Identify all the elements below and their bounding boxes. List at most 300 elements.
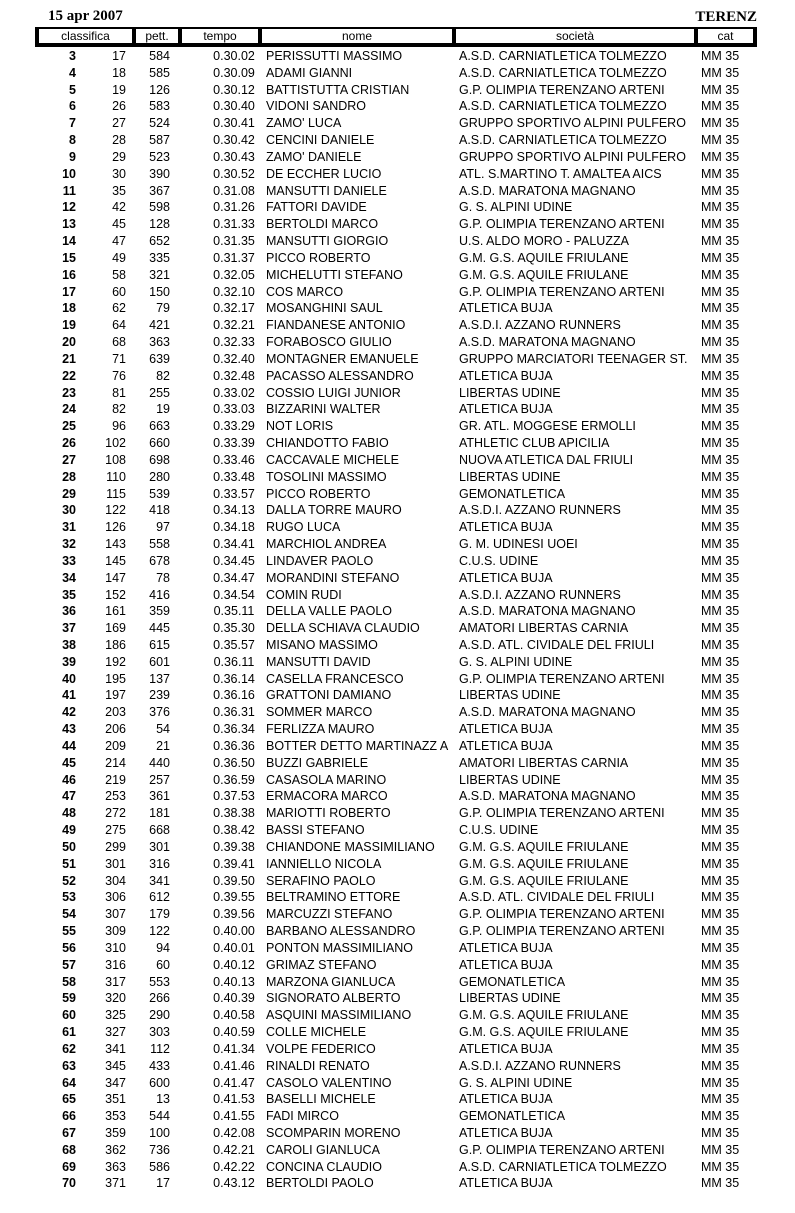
- table-row: [0, 889, 795, 906]
- table-row: [0, 351, 795, 368]
- name-cell: MARIOTTI ROBERTO: [266, 806, 391, 821]
- bib-cell: 321: [149, 267, 170, 282]
- name-cell: PICCO ROBERTO: [266, 250, 371, 265]
- bib-cell: 376: [149, 705, 170, 720]
- bib-cell: 341: [149, 873, 170, 888]
- category-cell: MM 35: [701, 856, 740, 871]
- overall-position-cell: 76: [112, 368, 126, 383]
- name-cell: ZAMO' DANIELE: [266, 149, 362, 164]
- table-row: [0, 990, 795, 1007]
- time-cell: 0.34.45: [213, 553, 255, 568]
- time-cell: 0.30.40: [213, 99, 255, 114]
- category-cell: MM 35: [701, 1142, 740, 1157]
- time-cell: 0.32.21: [213, 318, 255, 333]
- category-cell: MM 35: [701, 974, 740, 989]
- team-cell: G.P. OLIMPIA TERENZANO ARTENI: [459, 924, 665, 939]
- col-header-cat: cat: [698, 29, 753, 43]
- time-cell: 0.31.33: [213, 217, 255, 232]
- category-cell: MM 35: [701, 924, 740, 939]
- overall-position-cell: 341: [105, 1041, 126, 1056]
- time-cell: 0.30.12: [213, 82, 255, 97]
- rank-cell: 24: [62, 402, 76, 417]
- time-cell: 0.30.09: [213, 65, 255, 80]
- time-cell: 0.40.12: [213, 957, 255, 972]
- time-cell: 0.31.08: [213, 183, 255, 198]
- team-cell: A.S.D. ATL. CIVIDALE DEL FRIULI: [459, 890, 655, 905]
- time-cell: 0.36.36: [213, 738, 255, 753]
- overall-position-cell: 192: [105, 654, 126, 669]
- category-cell: MM 35: [701, 621, 740, 636]
- category-cell: MM 35: [701, 940, 740, 955]
- rank-cell: 55: [62, 924, 76, 939]
- bib-cell: 257: [149, 772, 170, 787]
- overall-position-cell: 347: [105, 1075, 126, 1090]
- category-cell: MM 35: [701, 267, 740, 282]
- team-cell: LIBERTAS UDINE: [459, 991, 561, 1006]
- bib-cell: 266: [149, 991, 170, 1006]
- name-cell: DELLA VALLE PAOLO: [266, 604, 392, 619]
- overall-position-cell: 310: [105, 940, 126, 955]
- overall-position-cell: 362: [105, 1142, 126, 1157]
- name-cell: MORANDINI STEFANO: [266, 570, 400, 585]
- table-row: [0, 1159, 795, 1176]
- category-cell: MM 35: [701, 1025, 740, 1040]
- team-cell: GRUPPO MARCIATORI TEENAGER ST.: [459, 351, 688, 366]
- team-cell: A.S.D.I. AZZANO RUNNERS: [459, 587, 621, 602]
- rank-cell: 38: [62, 637, 76, 652]
- category-cell: MM 35: [701, 671, 740, 686]
- name-cell: BIZZARINI WALTER: [266, 402, 381, 417]
- col-header-pettorale: pett.: [136, 29, 178, 43]
- team-cell: A.S.D. ATL. CIVIDALE DEL FRIULI: [459, 637, 655, 652]
- overall-position-cell: 209: [105, 738, 126, 753]
- overall-position-cell: 81: [112, 385, 126, 400]
- rank-cell: 61: [62, 1025, 76, 1040]
- category-cell: MM 35: [701, 318, 740, 333]
- table-row: [0, 183, 795, 200]
- bib-cell: 663: [149, 419, 170, 434]
- time-cell: 0.32.40: [213, 351, 255, 366]
- category-cell: MM 35: [701, 503, 740, 518]
- overall-position-cell: 306: [105, 890, 126, 905]
- rank-cell: 15: [62, 250, 76, 265]
- time-cell: 0.36.16: [213, 688, 255, 703]
- col-header-societa: società: [456, 29, 694, 43]
- team-cell: G. S. ALPINI UDINE: [459, 200, 573, 215]
- rank-cell: 16: [62, 267, 76, 282]
- time-cell: 0.39.56: [213, 907, 255, 922]
- bib-cell: 418: [149, 503, 170, 518]
- name-cell: FERLIZZA MAURO: [266, 722, 375, 737]
- category-cell: MM 35: [701, 604, 740, 619]
- rank-cell: 3: [69, 49, 76, 63]
- table-row: [0, 755, 795, 772]
- name-cell: CENCINI DANIELE: [266, 133, 375, 148]
- category-cell: MM 35: [701, 873, 740, 888]
- table-row: [0, 401, 795, 418]
- table-row: [0, 654, 795, 671]
- table-row: [0, 502, 795, 519]
- time-cell: 0.30.41: [213, 116, 255, 131]
- table-row: [0, 385, 795, 402]
- team-cell: GR. ATL. MOGGESE ERMOLLI: [459, 419, 636, 434]
- team-cell: LIBERTAS UDINE: [459, 385, 561, 400]
- time-cell: 0.36.14: [213, 671, 255, 686]
- table-row: [0, 856, 795, 873]
- category-cell: MM 35: [701, 839, 740, 854]
- bib-cell: 524: [149, 116, 170, 131]
- name-cell: FATTORI DAVIDE: [266, 200, 367, 215]
- bib-cell: 60: [156, 957, 170, 972]
- bib-cell: 13: [156, 1092, 170, 1107]
- overall-position-cell: 214: [105, 755, 126, 770]
- team-cell: ATLETICA BUJA: [459, 1041, 553, 1056]
- team-cell: G.P. OLIMPIA TERENZANO ARTENI: [459, 1142, 665, 1157]
- bib-cell: 615: [149, 637, 170, 652]
- table-row: [0, 418, 795, 435]
- team-cell: LIBERTAS UDINE: [459, 469, 561, 484]
- name-cell: DELLA SCHIAVA CLAUDIO: [266, 621, 420, 636]
- category-cell: MM 35: [701, 991, 740, 1006]
- category-cell: MM 35: [701, 82, 740, 97]
- rank-cell: 56: [62, 940, 76, 955]
- table-row: [0, 82, 795, 99]
- overall-position-cell: 320: [105, 991, 126, 1006]
- name-cell: COMIN RUDI: [266, 587, 342, 602]
- bib-cell: 678: [149, 553, 170, 568]
- rank-cell: 49: [62, 823, 76, 838]
- overall-position-cell: 49: [112, 250, 126, 265]
- rank-cell: 11: [62, 183, 76, 198]
- time-cell: 0.33.29: [213, 419, 255, 434]
- team-cell: GRUPPO SPORTIVO ALPINI PULFERO: [459, 149, 686, 164]
- rank-cell: 48: [62, 806, 76, 821]
- team-cell: A.S.D.I. AZZANO RUNNERS: [459, 503, 621, 518]
- name-cell: MONTAGNER EMANUELE: [266, 351, 419, 366]
- bib-cell: 445: [149, 621, 170, 636]
- rank-cell: 30: [62, 503, 76, 518]
- rank-cell: 14: [62, 234, 76, 249]
- team-cell: C.U.S. UDINE: [459, 553, 539, 568]
- bib-cell: 544: [149, 1109, 170, 1124]
- table-row: [0, 435, 795, 452]
- bib-cell: 668: [149, 823, 170, 838]
- time-cell: 0.41.46: [213, 1058, 255, 1073]
- category-cell: MM 35: [701, 1176, 740, 1191]
- table-row: [0, 334, 795, 351]
- table-row: [0, 923, 795, 940]
- category-cell: MM 35: [701, 722, 740, 737]
- overall-position-cell: 147: [105, 570, 126, 585]
- category-cell: MM 35: [701, 1008, 740, 1023]
- overall-position-cell: 96: [112, 419, 126, 434]
- name-cell: CASASOLA MARINO: [266, 772, 387, 787]
- category-cell: MM 35: [701, 166, 740, 181]
- category-cell: MM 35: [701, 1075, 740, 1090]
- time-cell: 0.34.47: [213, 570, 255, 585]
- overall-position-cell: 345: [105, 1058, 126, 1073]
- table-row: [0, 48, 795, 65]
- table-row: [0, 149, 795, 166]
- rank-cell: 44: [62, 738, 76, 753]
- name-cell: MANSUTTI DAVID: [266, 654, 371, 669]
- rank-cell: 41: [62, 688, 76, 703]
- category-cell: MM 35: [701, 705, 740, 720]
- rank-cell: 47: [62, 789, 76, 804]
- team-cell: A.S.D. CARNIATLETICA TOLMEZZO: [459, 65, 667, 80]
- rank-cell: 69: [62, 1159, 76, 1174]
- category-cell: MM 35: [701, 738, 740, 753]
- team-cell: A.S.D.I. AZZANO RUNNERS: [459, 1058, 621, 1073]
- time-cell: 0.30.52: [213, 166, 255, 181]
- team-cell: G.M. G.S. AQUILE FRIULANE: [459, 873, 629, 888]
- bib-cell: 301: [149, 839, 170, 854]
- name-cell: CONCINA CLAUDIO: [266, 1159, 382, 1174]
- overall-position-cell: 203: [105, 705, 126, 720]
- overall-position-cell: 145: [105, 553, 126, 568]
- time-cell: 0.32.48: [213, 368, 255, 383]
- overall-position-cell: 325: [105, 1008, 126, 1023]
- overall-position-cell: 28: [112, 133, 126, 148]
- time-cell: 0.41.34: [213, 1041, 255, 1056]
- time-cell: 0.30.02: [213, 49, 255, 63]
- time-cell: 0.33.02: [213, 385, 255, 400]
- team-cell: A.S.D. MARATONA MAGNANO: [459, 789, 636, 804]
- team-cell: A.S.D. CARNIATLETICA TOLMEZZO: [459, 1159, 667, 1174]
- name-cell: FORABOSCO GIULIO: [266, 335, 392, 350]
- category-cell: MM 35: [701, 823, 740, 838]
- rank-cell: 31: [62, 520, 76, 535]
- team-cell: ATHLETIC CLUB APICILIA: [459, 436, 610, 451]
- overall-position-cell: 152: [105, 587, 126, 602]
- category-cell: MM 35: [701, 957, 740, 972]
- time-cell: 0.41.55: [213, 1109, 255, 1124]
- table-row: [0, 1007, 795, 1024]
- team-cell: AMATORI LIBERTAS CARNIA: [459, 755, 629, 770]
- table-row: [0, 805, 795, 822]
- name-cell: NOT LORIS: [266, 419, 334, 434]
- category-cell: MM 35: [701, 907, 740, 922]
- bib-cell: 598: [149, 200, 170, 215]
- bib-cell: 433: [149, 1058, 170, 1073]
- bib-cell: 17: [156, 1176, 170, 1191]
- rank-cell: 23: [62, 385, 76, 400]
- rank-cell: 45: [62, 755, 76, 770]
- name-cell: ASQUINI MASSIMILIANO: [266, 1008, 412, 1023]
- bib-cell: 584: [149, 49, 170, 63]
- time-cell: 0.40.00: [213, 924, 255, 939]
- category-cell: MM 35: [701, 1126, 740, 1140]
- bib-cell: 78: [156, 570, 170, 585]
- table-row: [0, 536, 795, 553]
- bib-cell: 600: [149, 1075, 170, 1090]
- name-cell: SERAFINO PAOLO: [266, 873, 376, 888]
- bib-cell: 100: [149, 1126, 170, 1140]
- category-cell: MM 35: [701, 149, 740, 164]
- bib-cell: 558: [149, 537, 170, 552]
- overall-position-cell: 27: [112, 116, 126, 131]
- name-cell: RINALDI RENATO: [266, 1058, 370, 1073]
- time-cell: 0.31.37: [213, 250, 255, 265]
- rank-cell: 43: [62, 722, 76, 737]
- table-row: [0, 940, 795, 957]
- category-cell: MM 35: [701, 335, 740, 350]
- rank-cell: 18: [62, 301, 76, 316]
- bib-cell: 181: [149, 806, 170, 821]
- overall-position-cell: 42: [112, 200, 126, 215]
- bib-cell: 421: [149, 318, 170, 333]
- name-cell: SOMMER MARCO: [266, 705, 373, 720]
- rank-cell: 40: [62, 671, 76, 686]
- team-cell: ATLETICA BUJA: [459, 1176, 553, 1191]
- time-cell: 0.37.53: [213, 789, 255, 804]
- overall-position-cell: 64: [112, 318, 126, 333]
- table-row: [0, 452, 795, 469]
- team-cell: ATLETICA BUJA: [459, 940, 553, 955]
- category-cell: MM 35: [701, 65, 740, 80]
- team-cell: ATLETICA BUJA: [459, 722, 553, 737]
- category-cell: MM 35: [701, 234, 740, 249]
- overall-position-cell: 19: [112, 82, 126, 97]
- team-cell: G.M. G.S. AQUILE FRIULANE: [459, 839, 629, 854]
- overall-position-cell: 316: [105, 957, 126, 972]
- overall-position-cell: 68: [112, 335, 126, 350]
- category-cell: MM 35: [701, 116, 740, 131]
- team-cell: G.M. G.S. AQUILE FRIULANE: [459, 1025, 629, 1040]
- bib-cell: 128: [149, 217, 170, 232]
- time-cell: 0.43.12: [213, 1176, 255, 1191]
- time-cell: 0.39.38: [213, 839, 255, 854]
- bib-cell: 660: [149, 436, 170, 451]
- name-cell: COSSIO LUIGI JUNIOR: [266, 385, 401, 400]
- time-cell: 0.33.03: [213, 402, 255, 417]
- category-cell: MM 35: [701, 1092, 740, 1107]
- rank-cell: 5: [69, 82, 76, 97]
- time-cell: 0.34.13: [213, 503, 255, 518]
- name-cell: COS MARCO: [266, 284, 344, 299]
- table-row: [0, 687, 795, 704]
- table-row: [0, 974, 795, 991]
- category-cell: MM 35: [701, 1041, 740, 1056]
- category-cell: MM 35: [701, 351, 740, 366]
- rank-cell: 10: [62, 166, 76, 181]
- bib-cell: 539: [149, 486, 170, 501]
- table-row: [0, 519, 795, 536]
- overall-position-cell: 363: [105, 1159, 126, 1174]
- rank-cell: 27: [62, 452, 76, 467]
- time-cell: 0.39.50: [213, 873, 255, 888]
- overall-position-cell: 161: [105, 604, 126, 619]
- bib-cell: 612: [149, 890, 170, 905]
- col-header-tempo: tempo: [182, 29, 258, 43]
- table-row: [0, 132, 795, 149]
- time-cell: 0.32.05: [213, 267, 255, 282]
- name-cell: MANSUTTI DANIELE: [266, 183, 387, 198]
- overall-position-cell: 304: [105, 873, 126, 888]
- team-cell: AMATORI LIBERTAS CARNIA: [459, 621, 629, 636]
- team-cell: U.S. ALDO MORO - PALUZZA: [459, 234, 629, 249]
- bib-cell: 150: [149, 284, 170, 299]
- rank-cell: 7: [69, 116, 76, 131]
- table-row: [0, 1024, 795, 1041]
- bib-cell: 316: [149, 856, 170, 871]
- name-cell: CASELLA FRANCESCO: [266, 671, 404, 686]
- bib-cell: 290: [149, 1008, 170, 1023]
- rank-cell: 4: [69, 65, 76, 80]
- rank-cell: 25: [62, 419, 76, 434]
- category-cell: MM 35: [701, 217, 740, 232]
- table-row: [0, 368, 795, 385]
- name-cell: PACASSO ALESSANDRO: [266, 368, 414, 383]
- overall-position-cell: 309: [105, 924, 126, 939]
- table-row: [0, 603, 795, 620]
- name-cell: BASELLI MICHELE: [266, 1092, 376, 1107]
- time-cell: 0.40.01: [213, 940, 255, 955]
- bib-cell: 94: [156, 940, 170, 955]
- overall-position-cell: 26: [112, 99, 126, 114]
- bib-cell: 82: [156, 368, 170, 383]
- team-cell: C.U.S. UDINE: [459, 823, 539, 838]
- table-row: [0, 822, 795, 839]
- team-cell: G.M. G.S. AQUILE FRIULANE: [459, 250, 629, 265]
- category-cell: MM 35: [701, 637, 740, 652]
- team-cell: G.M. G.S. AQUILE FRIULANE: [459, 1008, 629, 1023]
- overall-position-cell: 30: [112, 166, 126, 181]
- rank-cell: 70: [62, 1176, 76, 1191]
- table-row: [0, 570, 795, 587]
- col-header-classifica: classifica: [39, 29, 132, 43]
- rank-cell: 19: [62, 318, 76, 333]
- time-cell: 0.40.59: [213, 1025, 255, 1040]
- rank-cell: 52: [62, 873, 76, 888]
- table-row: [0, 166, 795, 183]
- rank-cell: 17: [62, 284, 76, 299]
- name-cell: TOSOLINI MASSIMO: [266, 469, 387, 484]
- name-cell: SCOMPARIN MORENO: [266, 1126, 401, 1140]
- team-cell: GRUPPO SPORTIVO ALPINI PULFERO: [459, 116, 686, 131]
- team-cell: G. S. ALPINI UDINE: [459, 1075, 573, 1090]
- overall-position-cell: 371: [105, 1176, 126, 1191]
- name-cell: RUGO LUCA: [266, 520, 341, 535]
- time-cell: 0.31.35: [213, 234, 255, 249]
- table-row: [0, 250, 795, 267]
- name-cell: VOLPE FEDERICO: [266, 1041, 376, 1056]
- category-cell: MM 35: [701, 183, 740, 198]
- overall-position-cell: 58: [112, 267, 126, 282]
- name-cell: CHIANDOTTO FABIO: [266, 436, 389, 451]
- category-cell: MM 35: [701, 520, 740, 535]
- time-cell: 0.33.57: [213, 486, 255, 501]
- table-row: [0, 637, 795, 654]
- overall-position-cell: 206: [105, 722, 126, 737]
- time-cell: 0.42.22: [213, 1159, 255, 1174]
- rank-cell: 21: [62, 351, 76, 366]
- table-row: [0, 267, 795, 284]
- bib-cell: 179: [149, 907, 170, 922]
- name-cell: GRIMAZ STEFANO: [266, 957, 377, 972]
- rank-cell: 36: [62, 604, 76, 619]
- name-cell: PICCO ROBERTO: [266, 486, 371, 501]
- table-row: [0, 216, 795, 233]
- time-cell: 0.32.33: [213, 335, 255, 350]
- overall-position-cell: 143: [105, 537, 126, 552]
- overall-position-cell: 35: [112, 183, 126, 198]
- bib-cell: 416: [149, 587, 170, 602]
- category-cell: MM 35: [701, 553, 740, 568]
- name-cell: PONTON MASSIMILIANO: [266, 940, 414, 955]
- overall-position-cell: 122: [105, 503, 126, 518]
- overall-position-cell: 327: [105, 1025, 126, 1040]
